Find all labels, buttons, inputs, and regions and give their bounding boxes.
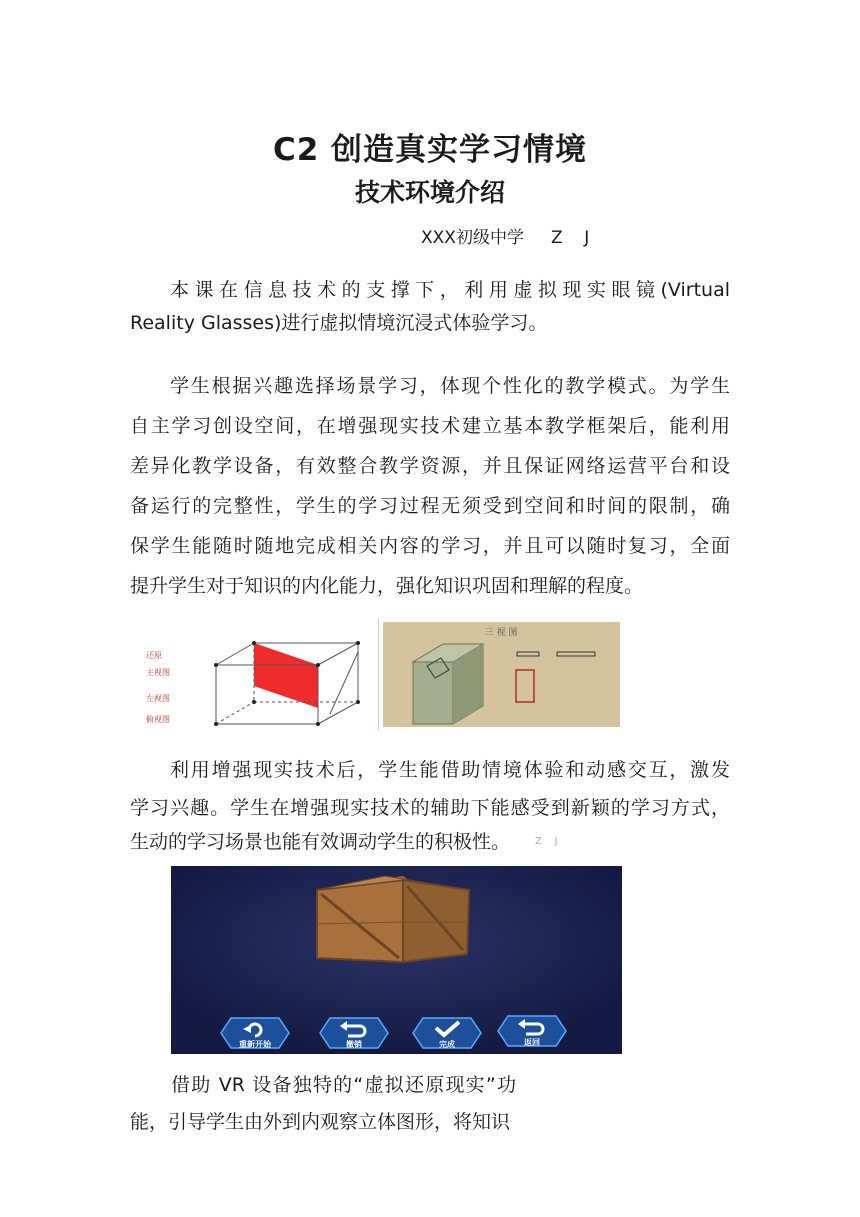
figure-divider [378,618,379,731]
wooden-crate[interactable] [317,876,469,962]
undo-button[interactable] [318,1016,390,1050]
figure1-label-side: 左视图 [146,694,170,703]
back-button[interactable] [496,1014,568,1048]
author-line: XXX初级中学 Z J [421,228,590,248]
paragraph-3-line-1: 利用增强现实技术后，学生能借助情境体验和动感交互，激发 [170,759,730,781]
vr-app-screenshot [171,866,622,1054]
paragraph-1-line-1: 本课在信息技术的支撑下，利用虚拟现实眼镜(Virtual [170,279,730,301]
paragraph-2-line-2: 自主学习创设空间，在增强现实技术建立基本教学框架后，能利用 [130,415,730,437]
paragraph-1-line-2: Reality Glasses)进行虚拟情境沉浸式体验学习。 [130,312,548,334]
cuboid-diagram [130,622,376,730]
figure1-label-top: 俯视图 [146,715,170,724]
three-view-title: 三 视 图 [484,628,518,638]
figure-three-view [383,622,620,727]
done-button-label: 完成 [439,1040,455,1049]
done-button[interactable] [411,1016,483,1050]
back-button-label: 返回 [524,1038,540,1047]
document-subtitle: 技术环境介绍 [354,178,505,207]
paragraph-2-line-4: 备运行的完整性，学生的学习过程无须受到空间和时间的限制，确 [130,495,730,517]
paragraph-3-line-3: 生动的学习场景也能有效调动学生的积极性。 [130,831,511,853]
document-title: C2 创造真实学习情境 [272,132,588,168]
watermark-initials: Z J [535,836,558,847]
three-view-diagram [383,622,620,727]
paragraph-3-line-2: 学习兴趣。学生在增强现实技术的辅助下能感受到新颖的学习方式， [130,797,730,819]
paragraph-2-line-1: 学生根据兴趣选择场景学习，体现个性化的教学模式。为学生 [170,375,730,397]
paragraph-2-line-6: 提升学生对于知识的内化能力，强化知识巩固和理解的程度。 [130,575,644,597]
paragraph-4-line-1: 借助 VR 设备独特的“虚拟还原现实”功 [171,1074,516,1096]
undo-button-label: 撤销 [346,1040,362,1049]
restart-button[interactable] [219,1016,291,1050]
figure1-label-restore: 还原 [146,651,162,660]
restart-button-label: 重新开始 [239,1040,271,1049]
red-plane [254,643,318,708]
figure1-label-front: 主视图 [146,668,170,677]
paragraph-2-line-3: 差异化教学设备，有效整合教学资源，并且保证网络运营平台和设 [130,455,730,477]
paragraph-4-line-2: 能，引导学生由外到内观察立体图形，将知识 [130,1111,511,1133]
figure-geometry-box [130,622,376,730]
paragraph-2-line-5: 保学生能随时随地完成相关内容的学习，并且可以随时复习，全面 [130,535,730,557]
